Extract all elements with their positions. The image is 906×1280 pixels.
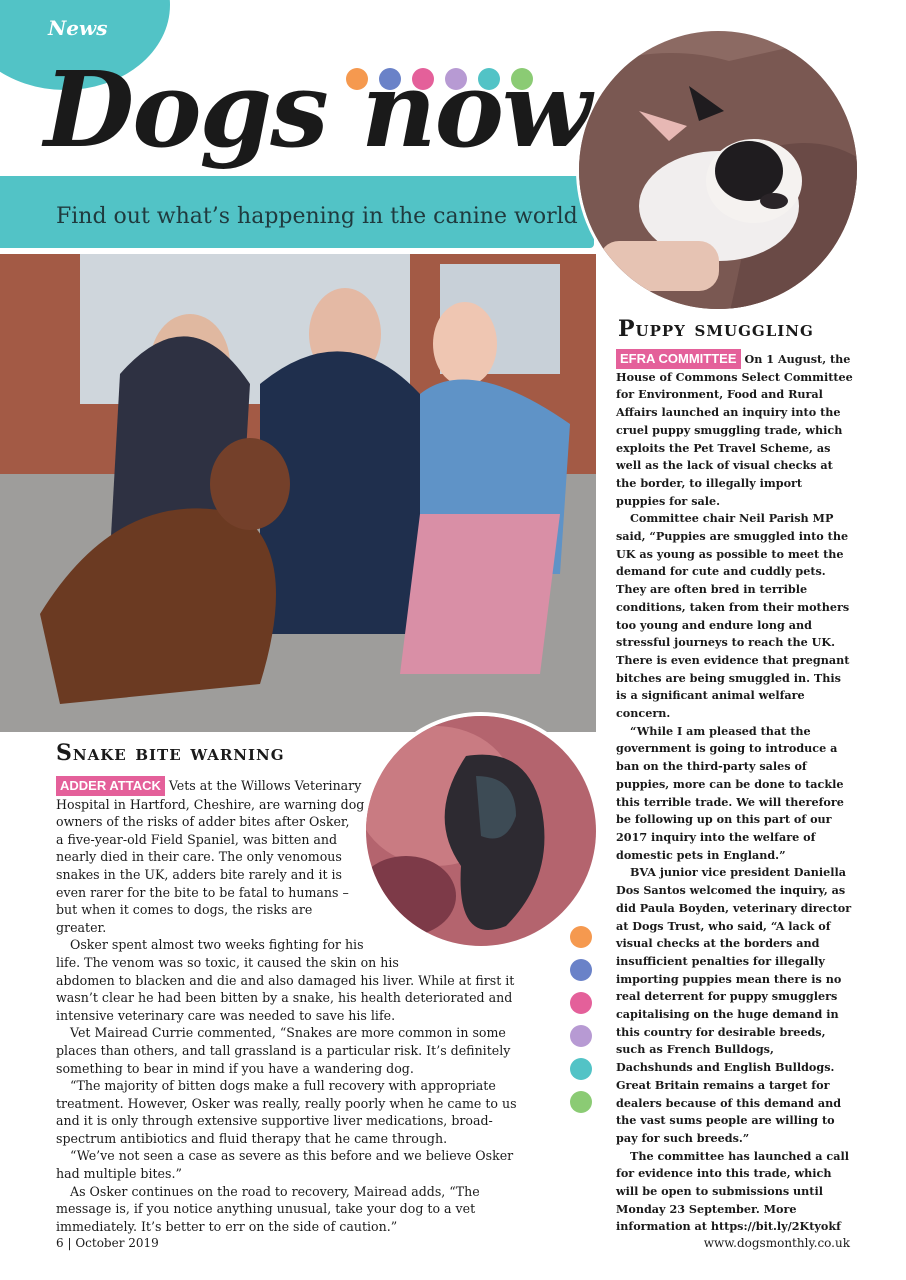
snake-paragraph-2: Osker spent almost two weeks fighting for his life. The venom was so toxic, it caused the skin on his abdomen to blacken and die and also damaged his liver. While at first it wasn’t clear he had been bitten by a snake, his health deteriorated and intensive veterinary care was needed to save his life. — [56, 937, 515, 1023]
snake-paragraph-6: As Osker continues on the road to recovery, Mairead adds, “The message is, if you notice anything unusual, take your dog to a vet immediately. It’s better to err on the side of caution.” — [56, 1183, 480, 1234]
puppy-article — [616, 349, 854, 1236]
efra-tag: EFRA COMMITTEE — [616, 349, 741, 369]
snake-section-title: Snake bite warning — [56, 740, 285, 766]
side-dots — [570, 926, 592, 1113]
side-dot-green — [570, 1091, 592, 1113]
side-dot-teal — [570, 1058, 592, 1080]
vets-photo — [0, 254, 596, 732]
section-label: News — [48, 16, 108, 40]
issue-date: October 2019 — [75, 1236, 159, 1250]
side-dot-orange — [570, 926, 592, 948]
page-footer-left: 6 | October 2019 — [56, 1236, 159, 1250]
puppy-paragraph-1: On 1 August, the House of Commons Select Committee for Environment, Food and Rural Affairs launched an inquiry into the cruel puppy smuggling trade, which exploits the Pet Travel Scheme, as well as the lack of visual checks at the border, to illegally import puppies for sale. — [616, 352, 853, 508]
adder-tag: ADDER ATTACK — [56, 776, 165, 796]
side-dot-blue — [570, 959, 592, 981]
website-link[interactable]: www.dogsmonthly.co.uk — [703, 1236, 850, 1250]
page-subtitle: Find out what’s happening in the canine world — [56, 204, 578, 229]
page-title: Dogs now — [44, 48, 590, 171]
puppy-paragraph-2: Committee chair Neil Parish MP said, “Puppies are smuggled into the UK as young as possible to meet the demand for cute and cuddly pets. They are often bred in terrible conditions, taken from their mothers too young and endure long and stressful journeys to reach the UK. There is even evidence that pregnant bitches are being smuggled in. This is a significant animal welfare concern. — [616, 511, 850, 721]
puppy-paragraph-4: BVA junior vice president Daniella Dos Santos welcomed the inquiry, as did Paula Boyden, veterinary director at Dogs Trust, who said, “A lack of visual checks at the borders and insufficient penalties for illegally importing puppies mean there is no real deterrent for puppy smugglers capitalising on the huge demand in this country for desirable breeds, such as French Bulldogs, Dachshunds and English Bulldogs. Great Britain remains a target for dealers because of this demand and the vast sums people are willing to pay for such breeds.” — [616, 865, 852, 1145]
side-dot-lilac — [570, 1025, 592, 1047]
snake-paragraph-4: “The majority of bitten dogs make a full recovery with appropriate treatment. However, Osker was really, really poorly when he came to us and it is only through extensive supportive liver medications, broad-spectrum antibiotics and fluid therapy that he came through. — [56, 1078, 517, 1146]
puppy-paragraph-3: “While I am pleased that the government is going to introduce a ban on the third-party sales of puppies, more can be done to tackle this terrible trade. We will therefore be following up on this part of our 2017 inquiry into the welfare of domestic pets in England.” — [616, 723, 844, 862]
snake-paragraph-5: “We’ve not seen a case as severe as this before and we believe Osker had multiple bites.” — [56, 1148, 514, 1182]
snake-paragraph-1: Vets at the Willows Veterinary Hospital in Hartford, Cheshire, are warning dog owners of the risks of adder bites after Osker, a five-year-old Field Spaniel, was bitten and nearly died in their care. The only venomous snakes in the UK, adders bite rarely and it is even rarer for the bite to be fatal to humans – but when it comes to dogs, the risks are greater. — [56, 778, 365, 935]
page-number: 6 — [56, 1236, 64, 1250]
puppy-photo — [576, 28, 860, 312]
wound-photo — [362, 712, 600, 950]
puppy-section-title: Puppy smuggling — [618, 316, 814, 342]
puppy-paragraph-5: The committee has launched a call for evidence into this trade, which will be open to submissions until Monday 23 September. More information at https://bit.ly/2Ktyokf — [616, 1148, 849, 1234]
snake-paragraph-3: Vet Mairead Currie commented, “Snakes are more common in some places than others, and tall grassland is a particular risk. It’s definitely something to bear in mind if you have a wandering dog. — [56, 1025, 511, 1076]
side-dot-pink — [570, 992, 592, 1014]
